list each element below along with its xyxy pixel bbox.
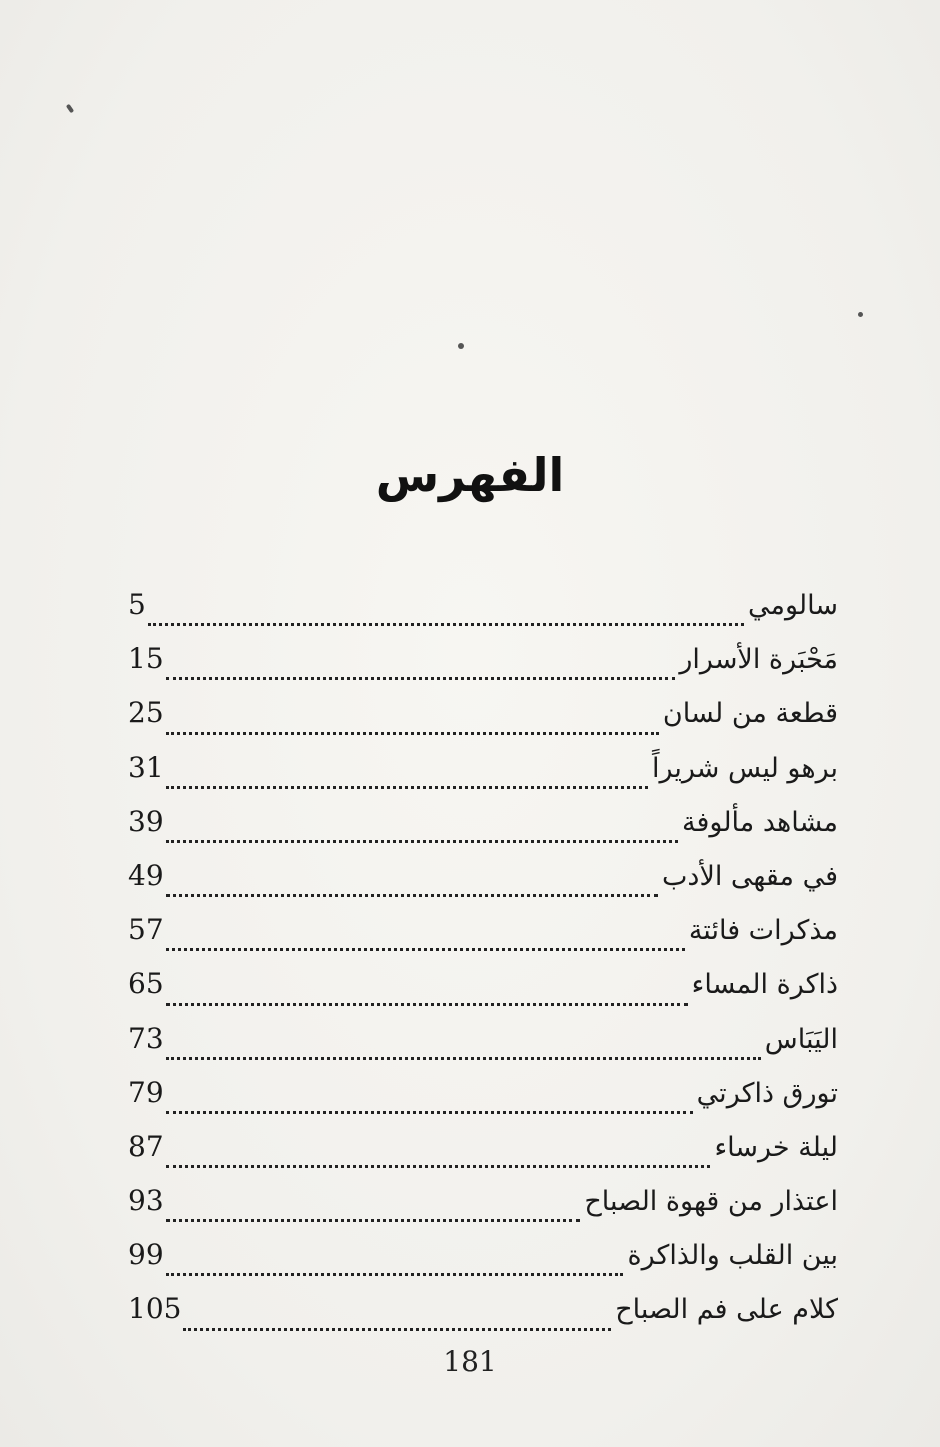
toc-entry-title: تورق ذاكرتي bbox=[696, 1077, 838, 1109]
ink-speck bbox=[66, 104, 74, 114]
toc-entry-page: 31 bbox=[128, 750, 164, 784]
toc-entry-title: ذاكرة المساء bbox=[691, 969, 838, 1001]
toc-entry-title: برهو ليس شريراً bbox=[652, 752, 838, 784]
toc-entry-title: اليَبَاس bbox=[764, 1023, 838, 1055]
ink-speck bbox=[458, 343, 464, 349]
dot-leader bbox=[166, 894, 658, 897]
dot-leader bbox=[166, 732, 659, 735]
toc-entry bbox=[128, 913, 838, 967]
toc-entry-page: 57 bbox=[128, 913, 164, 947]
toc-entry-page: 79 bbox=[128, 1075, 164, 1109]
toc-entry-title: في مقهى الأدب bbox=[662, 860, 838, 892]
dot-leader bbox=[166, 840, 678, 843]
dot-leader bbox=[166, 1165, 711, 1168]
toc-entry-title: قطعة من لسان bbox=[662, 698, 838, 730]
dot-leader bbox=[166, 1273, 624, 1276]
dot-leader bbox=[166, 948, 685, 951]
toc-entry-page: 105 bbox=[128, 1292, 182, 1326]
toc-entry-page: 93 bbox=[128, 1184, 164, 1218]
toc-entry bbox=[128, 1022, 838, 1076]
toc-entry-page: 65 bbox=[128, 967, 164, 1001]
toc-entry-page: 15 bbox=[128, 642, 164, 676]
toc-entry-title: مشاهد مألوفة bbox=[681, 806, 838, 838]
dot-leader bbox=[183, 1328, 611, 1331]
toc-entry-page: 73 bbox=[128, 1021, 164, 1055]
dot-leader bbox=[166, 1219, 581, 1222]
toc-entry-page: 99 bbox=[128, 1238, 164, 1272]
toc-entry-title: ليلة خرساء bbox=[714, 1131, 838, 1163]
toc-entry-title: مَحْبَرة الأسرار bbox=[679, 644, 838, 676]
dot-leader bbox=[166, 786, 648, 789]
toc-entry bbox=[128, 1130, 838, 1184]
dot-leader bbox=[166, 1057, 761, 1060]
toc-entry-title: كلام على فم الصباح bbox=[615, 1294, 838, 1326]
ink-speck bbox=[858, 312, 863, 317]
toc-entry-page: 5 bbox=[128, 588, 146, 621]
toc-entry bbox=[128, 859, 838, 913]
dot-leader bbox=[166, 1003, 688, 1006]
page-title: الفهرس bbox=[375, 448, 565, 502]
toc-entry-title: مذكرات فائتة bbox=[688, 915, 838, 947]
toc-entry-title: بين القلب والذاكرة bbox=[627, 1240, 838, 1272]
page-number: 181 bbox=[443, 1345, 497, 1378]
toc-entry bbox=[128, 967, 838, 1021]
toc-entry bbox=[128, 588, 838, 642]
toc-entry-page: 39 bbox=[128, 804, 164, 838]
toc-entry-title: اعتذار من قهوة الصباح bbox=[584, 1186, 838, 1218]
toc-entry bbox=[128, 1238, 838, 1292]
toc-entry bbox=[128, 696, 838, 750]
toc-entry bbox=[128, 1076, 838, 1130]
toc-entry-page: 25 bbox=[128, 696, 164, 730]
toc-entry-title: سالومي bbox=[748, 590, 838, 621]
toc-entry bbox=[128, 642, 838, 696]
dot-leader bbox=[166, 1111, 693, 1114]
toc-entry-page: 49 bbox=[128, 858, 164, 892]
toc-entry-page: 87 bbox=[128, 1129, 164, 1163]
table-of-contents bbox=[128, 588, 838, 1347]
dot-leader bbox=[166, 677, 676, 680]
toc-entry bbox=[128, 1184, 838, 1238]
dot-leader bbox=[148, 623, 744, 626]
toc-entry bbox=[128, 1292, 838, 1346]
toc-entry bbox=[128, 805, 838, 859]
toc-entry bbox=[128, 751, 838, 805]
